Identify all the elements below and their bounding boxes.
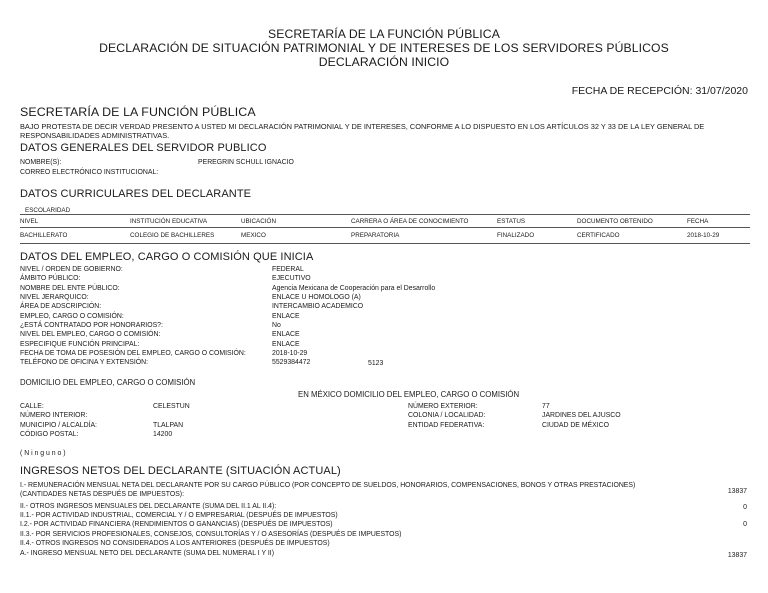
header-line-1: SECRETARÍA DE LA FUNCIÓN PÚBLICA (268, 27, 500, 41)
cell-ubicacion: MEXICO (241, 228, 351, 244)
ingreso-ii1-label: II.1.- POR ACTIVIDAD INDUSTRIAL, COMERCIAL Y / O EMPRESARIAL (DESPUÉS DE IMPUESTOS) (20, 512, 338, 519)
ingreso-ii4-label: II.4.- OTROS INGRESOS NO CONSIDERADOS A LOS ANTERIORES (DESPUÉS DE IMPUESTOS) (20, 540, 330, 547)
nombre-label: NOMBRE(S): (20, 159, 62, 166)
ingreso-ii-label: II.- OTROS INGRESOS MENSUALES DEL DECLARANTE (SUMA DEL II.1 AL II.4): (20, 503, 277, 510)
empleo-value: ENLACE (272, 312, 300, 320)
empleo-value: EJECUTIVO (272, 275, 311, 283)
cell-fecha: 2018-10-29 (687, 228, 750, 244)
domicilio-left-values (153, 402, 190, 439)
empleo-value: INTERCAMBIO ACADEMICO (272, 303, 364, 311)
ingreso-a-value: 13837 (727, 552, 747, 559)
cell-nivel: BACHILLERATO (20, 228, 130, 244)
empleo-value: FEDERAL (272, 266, 304, 273)
ninguno-text: ( N i n g u n o ) (20, 450, 66, 457)
empleo-label: TELÉFONO DE OFICINA Y EXTENSIÓN: (20, 359, 149, 367)
correo-label: CORREO ELECTRÓNICO INSTITUCIONAL: (20, 169, 159, 176)
domicilio-value: TLALPAN (153, 421, 184, 429)
domicilio-subtitle: EN MÉXICO DOMICILIO DEL EMPLEO, CARGO O COMISIÓN (298, 390, 520, 399)
empleo-label: FECHA DE TOMA DE POSESIÓN DEL EMPLEO, CARGO O COMISIÓN: (20, 350, 246, 358)
ingreso-i-line1: I.- REMUNERACIÓN MENSUAL NETA DEL DECLARANTE POR SU CARGO PÚBLICO (POR CONCEPTO DE SUELDOS, HONORARIOS, COMPENSACIONES, BONOS Y OTRAS PRESTACIONES) (20, 482, 636, 489)
domicilio-value: CIUDAD DE MÉXICO (542, 421, 609, 429)
empleo-label: ESPECIFIQUE FUNCIÓN PRINCIPAL: (20, 340, 140, 348)
domicilio-label: COLONIA / LOCALIDAD: (408, 412, 486, 420)
escolaridad-subtitle: ESCOLARIDAD (25, 207, 71, 214)
col-carrera: CARRERA O ÁREA DE CONOCIMIENTO (351, 215, 497, 228)
empleo-value: ENLACE U HOMOLOGO (A) (272, 294, 361, 302)
domicilio-label: CÓDIGO POSTAL: (20, 431, 79, 439)
empleo-label: NOMBRE DEL ENTE PÚBLICO: (20, 284, 120, 292)
cell-institucion: COLEGIO DE BACHILLERES (130, 228, 241, 244)
domicilio-label: NÚMERO EXTERIOR: (408, 403, 478, 410)
domicilio-title: DOMICILIO DEL EMPLEO, CARGO O COMISIÓN (20, 378, 196, 387)
document-header (0, 27, 768, 69)
domicilio-value: 77 (542, 403, 550, 410)
domicilio-label: MUNICIPIO / ALCALDÍA: (20, 421, 97, 429)
col-estatus: ESTATUS (497, 215, 577, 228)
escolaridad-table (20, 214, 750, 244)
table-row (20, 228, 750, 244)
datos-generales-title: DATOS GENERALES DEL SERVIDOR PUBLICO (20, 142, 267, 154)
ingreso-ii-value: 0 (743, 504, 747, 511)
domicilio-right-labels (408, 402, 485, 430)
empleo-value: 2018-10-29 (272, 350, 308, 358)
ingreso-i-line2: (CANTIDADES NETAS DESPUÉS DE IMPUESTOS): (20, 491, 184, 499)
protesta-text: BAJO PROTESTA DE DECIR VERDAD PRESENTO A USTED MI DECLARACIÓN PATRIMONIAL Y DE INTERESES, CONFORME A LO DISPUESTO EN LOS ARTÍCULOS 32 Y 33 DE LA LEY GENERAL DE RESPONSABILIDADES ADMINISTRATIVAS. (20, 122, 705, 141)
ingreso-i-text (20, 481, 635, 500)
cell-estatus: FINALIZADO (497, 228, 577, 244)
col-institucion: INSTITUCIÓN EDUCATIVA (130, 215, 241, 228)
domicilio-label: ENTIDAD FEDERATIVA: (408, 421, 485, 429)
domicilio-value: JARDINES DEL AJUSCO (542, 412, 621, 420)
cell-carrera: PREPARATORIA (351, 228, 497, 244)
domicilio-label: NÚMERO INTERIOR: (20, 412, 88, 420)
empleo-label: ¿ESTÁ CONTRATADO POR HONORARIOS?: (20, 322, 163, 330)
empleo-values (272, 265, 435, 368)
domicilio-value: 14200 (153, 431, 173, 439)
empleo-value: Agencia Mexicana de Cooperación para el Desarrollo (272, 284, 436, 292)
empleo-value: 5529384472 (272, 359, 311, 367)
ingreso-ii2-label: I.2.- POR ACTIVIDAD FINANCIERA (RENDIMIENTOS O GANANCIAS) (DESPUÉS DE IMPUESTOS) (20, 521, 333, 528)
domicilio-value (153, 411, 190, 420)
fecha-recepcion: FECHA DE RECEPCIÓN: 31/07/2020 (571, 85, 748, 97)
empleo-label: ÁREA DE ADSCRIPCIÓN: (20, 303, 102, 311)
col-nivel: NIVEL (20, 215, 130, 228)
empleo-value: ENLACE (272, 331, 300, 339)
domicilio-left-labels (20, 402, 97, 439)
domicilio-right-values (542, 402, 621, 430)
empleo-value: No (272, 322, 281, 330)
col-fecha: FECHA (687, 215, 750, 228)
empleo-value: ENLACE (272, 340, 300, 348)
ingreso-i-value: 13837 (727, 488, 747, 495)
header-line-3: DECLARACIÓN INICIO (318, 55, 450, 69)
ingresos-title: INGRESOS NETOS DEL DECLARANTE (SITUACIÓN ACTUAL) (20, 465, 341, 477)
empleo-label: ÁMBITO PÚBLICO: (20, 275, 81, 283)
empleo-label: EMPLEO, CARGO O COMISIÓN: (20, 312, 124, 320)
nombre-value: PEREGRIN SCHULL IGNACIO (198, 159, 294, 166)
ingreso-ii3-label: II.3.- POR SERVICIOS PROFESIONALES, CONSEJOS, CONSULTORÍAS Y / O ASESORÍAS (DESPUÉS DE IMPUESTOS) (20, 531, 402, 538)
empleo-label: NIVEL / ORDEN DE GOBIERNO: (20, 266, 123, 273)
empleo-label: NIVEL DEL EMPLEO, CARGO O COMISIÓN: (20, 331, 161, 339)
domicilio-value: CELESTUN (153, 403, 190, 410)
header-line-2: DECLARACIÓN DE SITUACIÓN PATRIMONIAL Y DE INTERESES DE LOS SERVIDORES PÚBLICOS (99, 41, 669, 55)
ingreso-a-label: A.- INGRESO MENSUAL NETO DEL DECLARANTE (SUMA DEL NUMERAL I Y II) (20, 550, 274, 557)
empleo-labels (20, 265, 246, 368)
table-header-row (20, 215, 750, 228)
ingreso-ii2-value: 0 (743, 521, 747, 528)
domicilio-label: CALLE: (20, 403, 44, 410)
section-secretaria-title: SECRETARÍA DE LA FUNCIÓN PÚBLICA (20, 105, 256, 119)
empleo-title: DATOS DEL EMPLEO, CARGO O COMISIÓN QUE INICIA (20, 251, 314, 263)
telefono-extension: 5123 (368, 359, 384, 367)
cell-documento: CERTIFICADO (577, 228, 687, 244)
empleo-label: NIVEL JERARQUICO: (20, 294, 89, 302)
col-documento: DOCUMENTO OBTENIDO (577, 215, 687, 228)
curriculares-title: DATOS CURRICULARES DEL DECLARANTE (20, 188, 252, 200)
col-ubicacion: UBICACIÓN (241, 215, 351, 228)
